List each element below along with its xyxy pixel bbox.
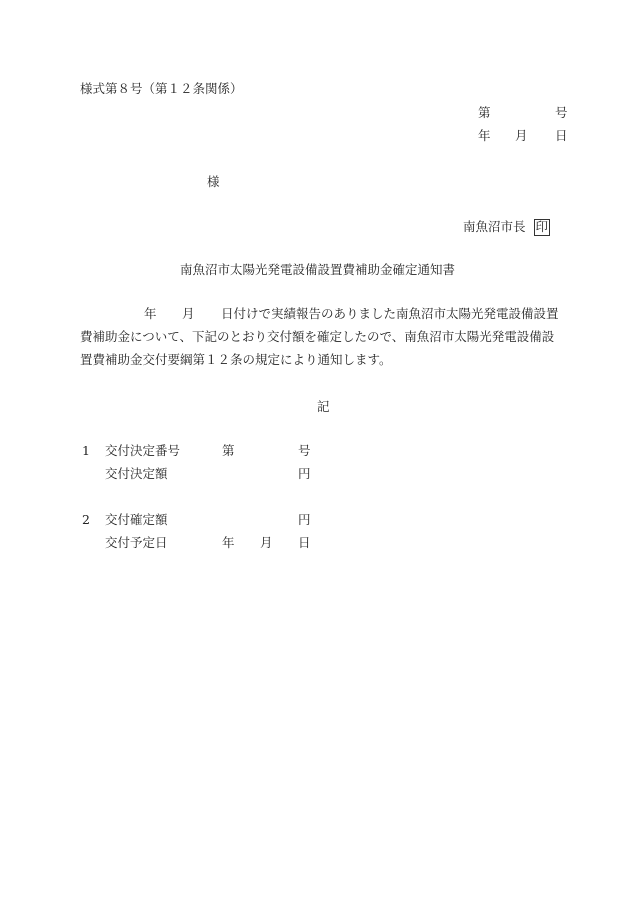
date-day: 日 bbox=[555, 128, 568, 143]
item2-yen: 円 bbox=[298, 512, 311, 527]
date-year: 年 bbox=[478, 128, 491, 143]
issuer-block bbox=[463, 219, 550, 236]
addressee-suffix: 様 bbox=[207, 174, 220, 189]
item2-label-b: 交付予定日 bbox=[105, 535, 168, 550]
document-title: 南魚沼市太陽光発電設備設置費補助金確定通知書 bbox=[180, 262, 456, 277]
item1-number: 1 bbox=[82, 443, 90, 458]
item1-no-prefix: 第 bbox=[222, 443, 235, 458]
body-line1-rest: 日付けで実績報告のありました南魚沼市太陽光発電設備設置 bbox=[221, 306, 559, 321]
item1-no-suffix: 号 bbox=[298, 443, 311, 458]
body-paragraph bbox=[80, 302, 560, 371]
body-line-1 bbox=[80, 302, 560, 325]
item2-number: 2 bbox=[82, 512, 90, 527]
body-line-2 bbox=[80, 325, 560, 348]
body-line-2-text: 費補助金について、下記のとおり交付額を確定したので、南魚沼市太陽光発電設備設 bbox=[80, 329, 555, 344]
form-number: 様式第８号（第１２条関係） bbox=[80, 81, 243, 96]
doc-number-prefix: 第 bbox=[478, 105, 491, 120]
ki-heading: 記 bbox=[317, 399, 330, 414]
date-month: 月 bbox=[515, 128, 528, 143]
item2-month: 月 bbox=[260, 535, 273, 550]
seal-mark: 印 bbox=[535, 219, 549, 234]
item2-day: 日 bbox=[298, 535, 311, 550]
body-year: 年 bbox=[144, 306, 157, 321]
item2-label-a: 交付確定額 bbox=[105, 512, 168, 527]
issuer-name: 南魚沼市長 bbox=[463, 219, 526, 234]
doc-number-suffix: 号 bbox=[555, 105, 568, 120]
item1-yen: 円 bbox=[298, 466, 311, 481]
body-month: 月 bbox=[182, 306, 195, 321]
body-line-3-text: 置費補助金交付要綱第１２条の規定により通知します。 bbox=[80, 352, 392, 367]
item1-label-b: 交付決定額 bbox=[105, 466, 168, 481]
item1-label-a: 交付決定番号 bbox=[105, 443, 181, 458]
body-line-3 bbox=[80, 348, 560, 371]
item2-year: 年 bbox=[222, 535, 235, 550]
